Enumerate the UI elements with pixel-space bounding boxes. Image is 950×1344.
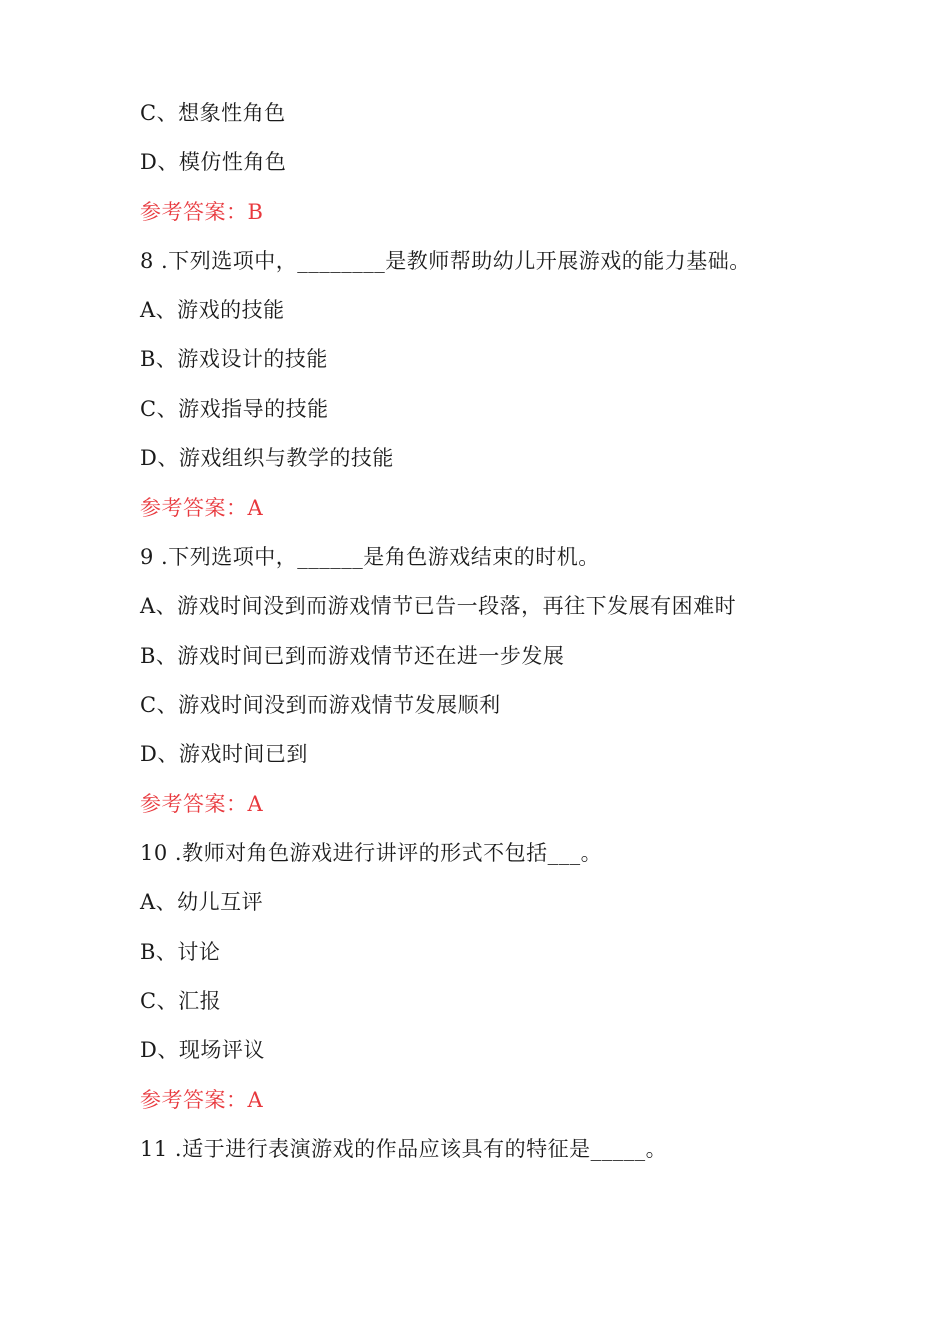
option-8a: A、游戏的技能 bbox=[140, 298, 285, 322]
option-9b: B、游戏时间已到而游戏情节还在进一步发展 bbox=[140, 644, 565, 668]
answer-9 bbox=[140, 790, 263, 818]
answer-label: 参考答案： bbox=[140, 792, 248, 816]
option-9c: C、游戏时间没到而游戏情节发展顺利 bbox=[140, 693, 501, 717]
question-11: 11 .适于进行表演游戏的作品应该具有的特征是_____。 bbox=[140, 1137, 668, 1161]
answer-value: B bbox=[247, 200, 264, 224]
option-9a: A、游戏时间没到而游戏情节已告一段落，再往下发展有困难时 bbox=[140, 594, 737, 618]
answer-7 bbox=[140, 198, 263, 226]
answer-label: 参考答案： bbox=[140, 1088, 248, 1112]
answer-value: A bbox=[247, 1088, 264, 1112]
answer-10 bbox=[140, 1086, 263, 1114]
option-10b: B、讨论 bbox=[140, 940, 221, 964]
answer-label: 参考答案： bbox=[140, 496, 248, 520]
option-8b: B、游戏设计的技能 bbox=[140, 347, 328, 371]
option-10c: C、汇报 bbox=[140, 989, 222, 1013]
option-9d: D、游戏时间已到 bbox=[140, 742, 308, 766]
answer-value: A bbox=[247, 792, 264, 816]
option-7d: D、模仿性角色 bbox=[140, 150, 287, 174]
option-8c: C、游戏指导的技能 bbox=[140, 397, 329, 421]
option-8d: D、游戏组织与教学的技能 bbox=[140, 446, 394, 470]
answer-8 bbox=[140, 494, 263, 522]
option-10a: A、幼儿互评 bbox=[140, 890, 264, 914]
answer-value: A bbox=[247, 496, 264, 520]
question-8: 8 .下列选项中，________是教师帮助幼儿开展游戏的能力基础。 bbox=[140, 249, 751, 273]
question-10: 10 .教师对角色游戏进行讲评的形式不包括___。 bbox=[140, 841, 603, 865]
option-10d: D、现场评议 bbox=[140, 1038, 265, 1062]
answer-label: 参考答案： bbox=[140, 200, 248, 224]
option-7c: C、想象性角色 bbox=[140, 101, 286, 125]
question-9: 9 .下列选项中，______是角色游戏结束的时机。 bbox=[140, 545, 600, 569]
